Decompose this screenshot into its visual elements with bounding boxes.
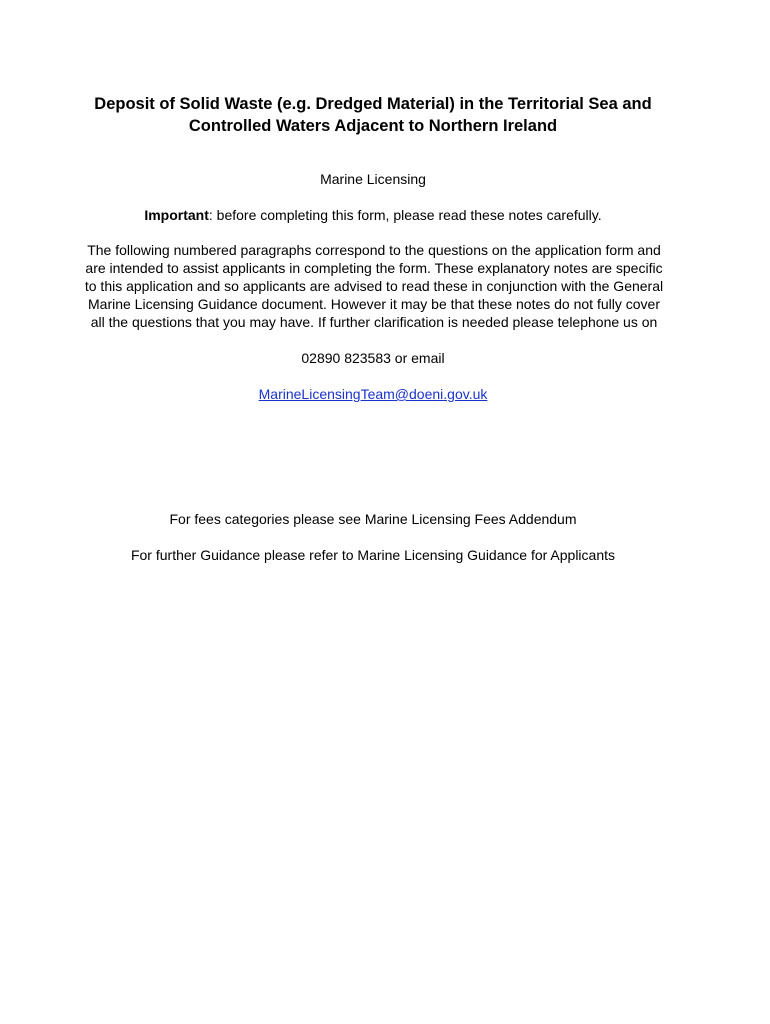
email-container: [40, 384, 706, 404]
paragraph-line: to this application and so applicants are advised to read these in conjunction with the General: [84, 278, 664, 294]
important-label: Important: [144, 207, 209, 223]
document-title: [40, 93, 706, 137]
paragraph-line: The following numbered paragraphs correspond to the questions on the application form and: [87, 242, 661, 258]
title-line-2: Controlled Waters Adjacent to Northern Ireland: [188, 117, 558, 135]
paragraph-line: all the questions that you may have. If further clarification is needed please telephone us on: [90, 314, 658, 330]
important-text: : before completing this form, please read these notes carefully.: [208, 207, 602, 223]
fees-line: For fees categories please see Marine Licensing Fees Addendum: [169, 511, 577, 527]
document-subtitle: Marine Licensing: [320, 171, 426, 187]
explanatory-paragraph: [54, 241, 694, 331]
paragraph-line: are intended to assist applicants in completing the form. These explanatory notes are specific: [85, 260, 663, 276]
guidance-line: For further Guidance please refer to Marine Licensing Guidance for Applicants: [130, 547, 616, 563]
email-link[interactable]: MarineLicensingTeam@doeni.gov.uk: [258, 386, 488, 402]
paragraph-line: Marine Licensing Guidance document. However it may be that these notes do not fully cover: [88, 296, 660, 312]
title-line-1: Deposit of Solid Waste (e.g. Dredged Material) in the Territorial Sea and: [94, 95, 652, 113]
phone-line: 02890 823583 or email: [301, 350, 445, 366]
important-notice: [40, 205, 706, 225]
